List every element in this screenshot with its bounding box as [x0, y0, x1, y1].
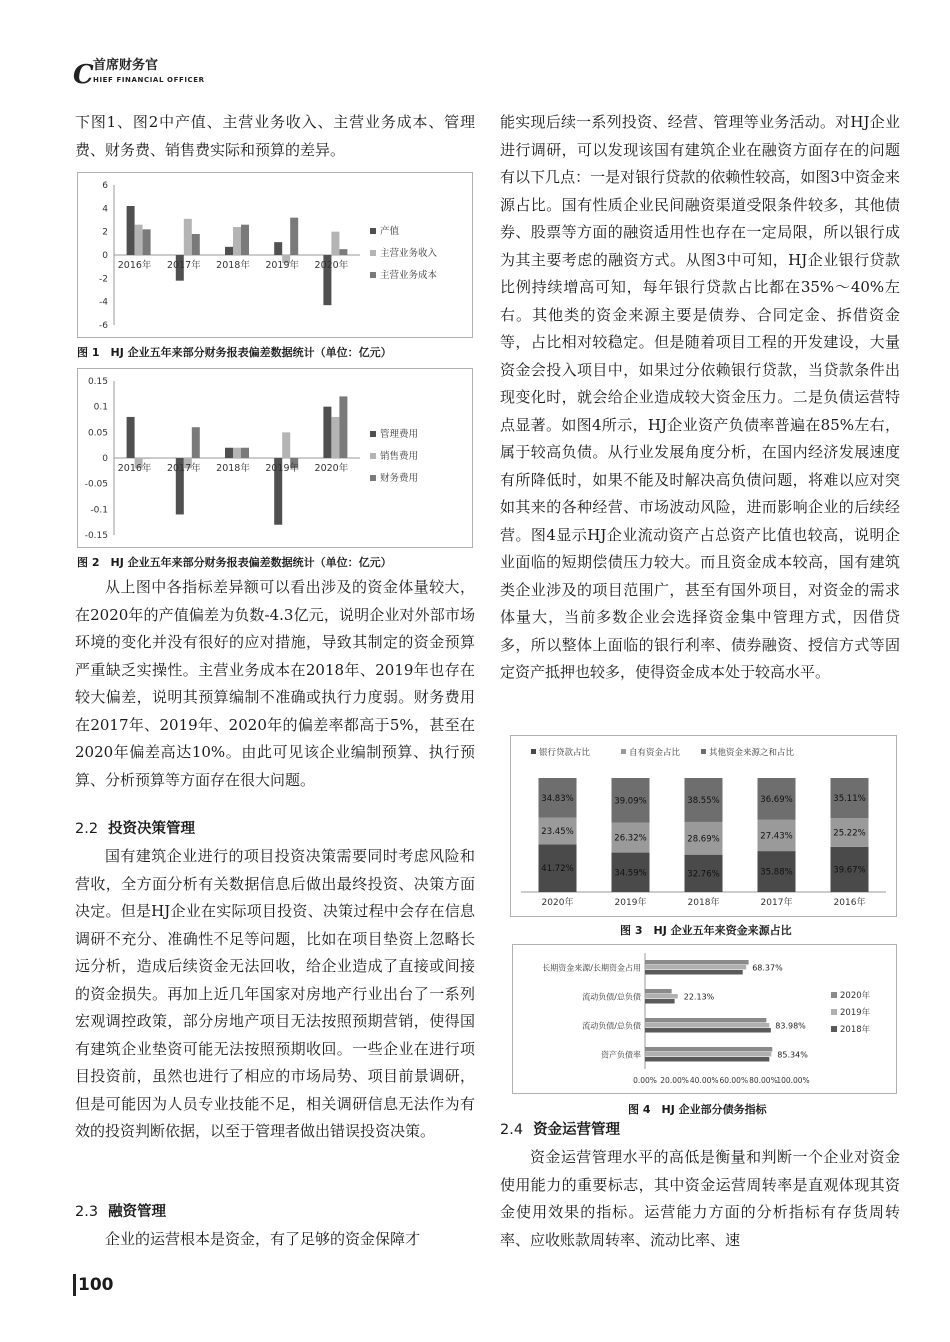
legend-swatch — [370, 228, 376, 234]
left-investment-paragraph: 国有建筑企业进行的项目投资决策需要同时考虑风险和营收，全方面分析有关数据信息后做出最终投资、决策方面决定。但是HJ企业在实际项目投资、决策过程中会存在信息调研不充分、准确性不足等问题，比如在项目垫资上忽略长远分析，造成后续资金无法回收，给企业造成了直接或间接的资金损失。再加上近几年国家对房地产行业出台了一系列宏观调控政策，部分房地产项目无法按照预期营销，使得国有建筑企业垫资可能无法按照预期收回。一些企业在进行项目投资前，虽然也进行了相应的市场局势、项目前景调研，但是可能因为人员专业技能不足，相关调研信息无法作为有效的投资判断依据，以至于管理者做出错误投资决策。 — [75, 847, 475, 1140]
legend-label: 产值 — [380, 226, 400, 237]
segment-value-label: 27.43% — [760, 831, 793, 842]
legend-swatch — [621, 749, 626, 754]
bar — [143, 229, 151, 255]
bar — [645, 1028, 771, 1033]
bar — [645, 989, 672, 994]
bar — [135, 225, 143, 255]
y-tick-label: -2 — [99, 274, 108, 285]
segment-value-label: 39.09% — [614, 796, 647, 807]
value-label: 83.98% — [775, 1021, 806, 1031]
section-title: 资金运营管理 — [533, 1122, 621, 1138]
section-number: 2.2 — [75, 821, 99, 837]
bar — [645, 965, 746, 970]
y-category-label: 资产负债率 — [601, 1050, 641, 1060]
x-tick-label: 2019年 — [265, 463, 300, 474]
segment-value-label: 23.45% — [541, 827, 574, 838]
bar — [274, 242, 282, 255]
legend-swatch — [370, 250, 376, 256]
segment-value-label: 41.72% — [541, 864, 574, 875]
y-tick-label: 6 — [102, 181, 108, 191]
bar — [645, 999, 675, 1004]
y-category-label: 流动负债/总负债 — [582, 1021, 641, 1031]
x-tick-label: 20.00% — [660, 1076, 689, 1085]
bar — [339, 396, 347, 458]
section-number: 2.3 — [75, 1204, 99, 1220]
x-tick-label: 2018年 — [216, 463, 250, 474]
legend-swatch — [531, 749, 536, 754]
legend-label: 银行贷款占比 — [539, 748, 591, 758]
x-tick-label: 2018年 — [687, 898, 720, 908]
x-tick-label: 100.00% — [776, 1076, 810, 1085]
legend-label: 主营业务成本 — [380, 270, 438, 281]
legend-swatch — [370, 475, 376, 481]
bar — [645, 1047, 772, 1052]
legend-label: 管理费用 — [380, 429, 419, 440]
bar — [233, 227, 241, 255]
legend-label: 主营业务收入 — [380, 248, 438, 259]
segment-value-label: 36.69% — [760, 794, 793, 805]
x-tick-label: 2020年 — [314, 463, 349, 474]
bar — [233, 448, 241, 458]
bar — [290, 218, 298, 255]
value-label: 68.37% — [752, 963, 783, 973]
bar — [645, 960, 749, 965]
segment-value-label: 25.22% — [833, 828, 866, 839]
bar — [331, 417, 339, 458]
y-tick-label: 2 — [102, 227, 108, 238]
bar — [339, 249, 347, 255]
bar — [192, 234, 200, 255]
bar — [645, 970, 743, 975]
x-tick-label: 2019年 — [614, 898, 647, 908]
legend-swatch — [701, 749, 706, 754]
y-tick-label: -0.1 — [90, 505, 108, 516]
right-operations-paragraph: 资金运营管理水平的高低是衡量和判断一个企业对资金使用能力的重要标志，其中资金运营周转率是直观体现其资金使用效果的指标。运营能力方面的分析指标有存货周转率、应收账款周转率、流动比率、速 — [500, 1148, 900, 1249]
bar — [645, 1023, 769, 1028]
logo-en: HIEF FINANCIAL OFFICER — [93, 76, 205, 84]
y-category-label: 长期资金来源/长期资金占用 — [542, 963, 641, 973]
section-title: 投资决策管理 — [108, 821, 196, 837]
legend-label: 自有资金占比 — [629, 748, 681, 758]
left-intro-paragraph: 下图1、图2中产值、主营业务收入、主营业务成本、管理费、财务费、销售费实际和预算的差异。 — [75, 113, 475, 159]
x-tick-label: 0.00% — [633, 1076, 657, 1085]
left-financing-paragraph: 企业的运营根本是资金，有了足够的资金保障才 — [105, 1230, 421, 1248]
y-tick-label: -0.05 — [84, 479, 108, 490]
bar — [645, 1018, 766, 1023]
x-tick-label: 2019年 — [265, 260, 300, 271]
bar — [127, 206, 135, 255]
bar — [184, 219, 192, 255]
left-analysis-paragraph: 从上图中各指标差异额可以看出涉及的资金体量较大，在2020年的产值偏差为负数-4.3亿元，说明企业对外部市场环境的变化并没有很好的应对措施，导致其制定的资金预算严重缺乏实操性。主营业务成本在2018年、2019年也存在较大偏差，说明其预算编制不准确或执行力度弱。财务费用在2017年、2019年、2020年的偏差率都高于5%，甚至在2020年偏差高达10%。由此可见该企业编制预算、执行预算、分析预算等方面存在很大问题。 — [75, 578, 475, 789]
legend-label: 2019年 — [840, 1008, 871, 1018]
figure-4-caption: 图 4 HJ 企业部分债务指标 — [628, 1103, 767, 1116]
bar — [241, 448, 249, 458]
legend-swatch — [370, 453, 376, 459]
x-tick-label: 2017年 — [166, 260, 201, 271]
segment-value-label: 28.69% — [687, 834, 720, 845]
section-number: 2.4 — [500, 1122, 524, 1138]
x-tick-label: 2016年 — [117, 463, 152, 474]
bar — [225, 448, 233, 458]
figure-2-chart — [77, 368, 473, 548]
section-2-4-heading — [500, 1117, 620, 1144]
legend-swatch — [831, 1009, 837, 1015]
journal-logo — [73, 48, 233, 96]
y-tick-label: -0.15 — [84, 531, 108, 541]
bar — [241, 225, 249, 255]
page-number — [73, 1274, 114, 1296]
legend-label: 2020年 — [840, 991, 871, 1001]
legend-swatch — [370, 431, 376, 437]
value-label: 22.13% — [683, 992, 715, 1002]
x-tick-label: 2020年 — [541, 898, 574, 908]
bar — [192, 427, 200, 458]
logo-cn: 首席财务官 — [93, 58, 159, 73]
y-category-label: 流动负债/总负债 — [582, 992, 641, 1002]
right-financing-paragraph: 能实现后续一系列投资、经营、管理等业务活动。对HJ企业进行调研，可以发现该国有建筑企业在融资方面存在的问题有以下几点：一是对银行贷款的依赖性较高，如图3中资金来源占比。国有性质企业民间融资渠道受限条件较多，其他债券、股票等方面的融资适用性也存在一定局限，所以银行成为其主要考虑的融资方式。从图3中可知，HJ企业银行贷款比例持续增高可知，每年银行贷款占比都在35%～40%左右。其他类的资金来源主要是债券、合同定金、拆借资金等，占比相对较稳定。但是随着项目工程的开发建设，大量资金会投入项目中，如果过分依赖银行贷款，当贷款条件出现变化时，就会给企业造成较大资金压力。二是负债运营特点显著。如图4所示，HJ企业资产负债率普遍在85%左右，属于较高负债。从行业发展角度分析，在国内经济发展速度有所降低时，如果不能及时解决高负债问题，将难以应对突如其来的各种经营、市场波动风险，进而影响企业的后续经营。图4显示HJ企业流动资产占总资产比值也较高，说明企业面临的短期偿债压力较大。而且资金成本较高，国有建筑类企业涉及的项目范围广，甚至有国外项目，对资金的需求体量大，当前多数企业会选择资金集中管理方式，因借贷多，所以整体上面临的银行利率、债券融资、授信方式等固定资产抵押也较多，使得资金成本处于较高水平。 — [500, 113, 900, 681]
figure-3-caption: 图 3 HJ 企业五年来资金来源占比 — [620, 924, 792, 937]
legend-swatch — [831, 1026, 837, 1032]
section-title: 融资管理 — [108, 1204, 167, 1220]
x-tick-label: 2016年 — [117, 260, 152, 271]
segment-value-label: 26.32% — [614, 833, 647, 844]
legend-label: 财务费用 — [380, 473, 419, 484]
bar — [645, 1057, 769, 1062]
x-tick-label: 2016年 — [833, 898, 866, 908]
y-tick-label: 0 — [102, 251, 108, 261]
bar — [143, 458, 151, 459]
bar — [127, 417, 135, 458]
y-tick-label: 4 — [102, 204, 108, 215]
segment-value-label: 32.76% — [687, 869, 720, 880]
y-tick-label: 0.1 — [93, 402, 108, 413]
bar — [331, 232, 339, 255]
legend-label: 2018年 — [840, 1025, 871, 1035]
y-tick-label: -4 — [99, 297, 108, 308]
bar — [282, 432, 290, 458]
figure-1-chart — [77, 172, 473, 338]
bar — [323, 407, 331, 458]
legend-label: 其他资金来源之和占比 — [709, 748, 795, 758]
legend-label: 销售费用 — [380, 451, 419, 462]
page-number-text: 100 — [78, 1275, 114, 1295]
x-tick-label: 2020年 — [314, 260, 349, 271]
x-tick-label: 2018年 — [216, 260, 250, 271]
x-tick-label: 40.00% — [689, 1076, 719, 1085]
figure-1-caption: 图 1 HJ 企业五年来部分财务报表偏差数据统计（单位：亿元） — [77, 346, 392, 359]
figure-4-chart — [512, 944, 897, 1094]
x-tick-label: 2017年 — [166, 463, 201, 474]
x-tick-label: 2017年 — [760, 898, 793, 908]
bar — [645, 994, 678, 999]
segment-value-label: 35.11% — [833, 794, 866, 805]
legend-swatch — [370, 272, 376, 278]
segment-value-label: 38.55% — [687, 795, 720, 806]
y-tick-label: 0 — [102, 454, 108, 464]
x-tick-label: 60.00% — [719, 1076, 749, 1085]
section-2-2-heading — [75, 816, 195, 843]
figure-2-caption: 图 2 HJ 企业五年来部分财务报表偏差数据统计（单位：亿元） — [77, 556, 392, 569]
bar — [225, 247, 233, 255]
logo-letter: C — [73, 60, 94, 90]
segment-value-label: 34.83% — [541, 793, 574, 804]
segment-value-label: 39.67% — [833, 865, 866, 876]
bar — [645, 1052, 771, 1057]
segment-value-label: 34.59% — [614, 868, 647, 879]
y-tick-label: -6 — [99, 321, 108, 331]
x-tick-label: 80.00% — [749, 1076, 778, 1085]
y-tick-label: 0.05 — [87, 428, 108, 439]
section-2-3-heading — [75, 1199, 166, 1226]
legend-swatch — [831, 992, 837, 998]
figure-3-chart — [510, 735, 897, 917]
value-label: 85.34% — [777, 1050, 808, 1060]
y-tick-label: 0.15 — [87, 377, 108, 387]
segment-value-label: 35.88% — [760, 867, 793, 878]
